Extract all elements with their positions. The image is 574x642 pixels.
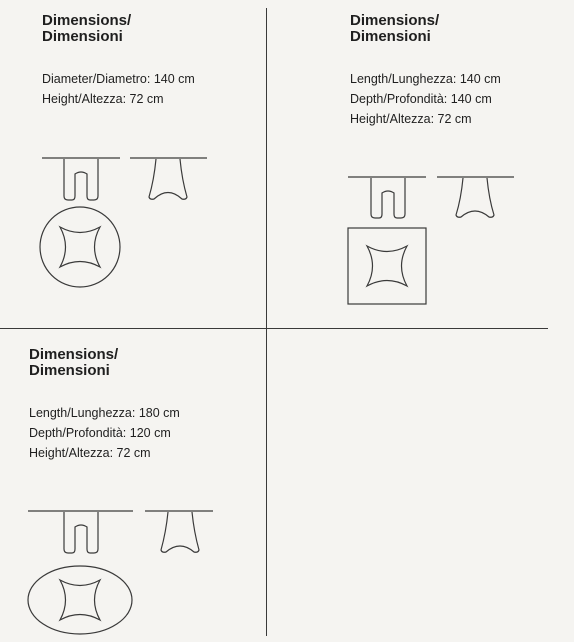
spec-height: Height/Altezza: 72 cm (29, 446, 151, 460)
spec-depth: Depth/Profondità: 120 cm (29, 426, 171, 440)
section-title: Dimensions/ Dimensioni (42, 12, 132, 45)
spec-height: Height/Altezza: 72 cm (350, 112, 472, 126)
spec-length: Length/Lunghezza: 180 cm (29, 406, 180, 420)
top-plan-drawing (28, 566, 132, 634)
side-view-drawing (145, 511, 213, 552)
spec-length: Length/Lunghezza: 140 cm (350, 72, 501, 86)
front-view-drawing (28, 511, 133, 553)
section-title: Dimensions/ Dimensioni (350, 12, 440, 45)
section-title: Dimensions/ Dimensioni (29, 346, 119, 379)
spec-depth: Depth/Profondità: 140 cm (350, 92, 492, 106)
spec-diameter: Diameter/Diametro: 140 cm (42, 72, 195, 86)
spec-height: Height/Altezza: 72 cm (42, 92, 164, 106)
